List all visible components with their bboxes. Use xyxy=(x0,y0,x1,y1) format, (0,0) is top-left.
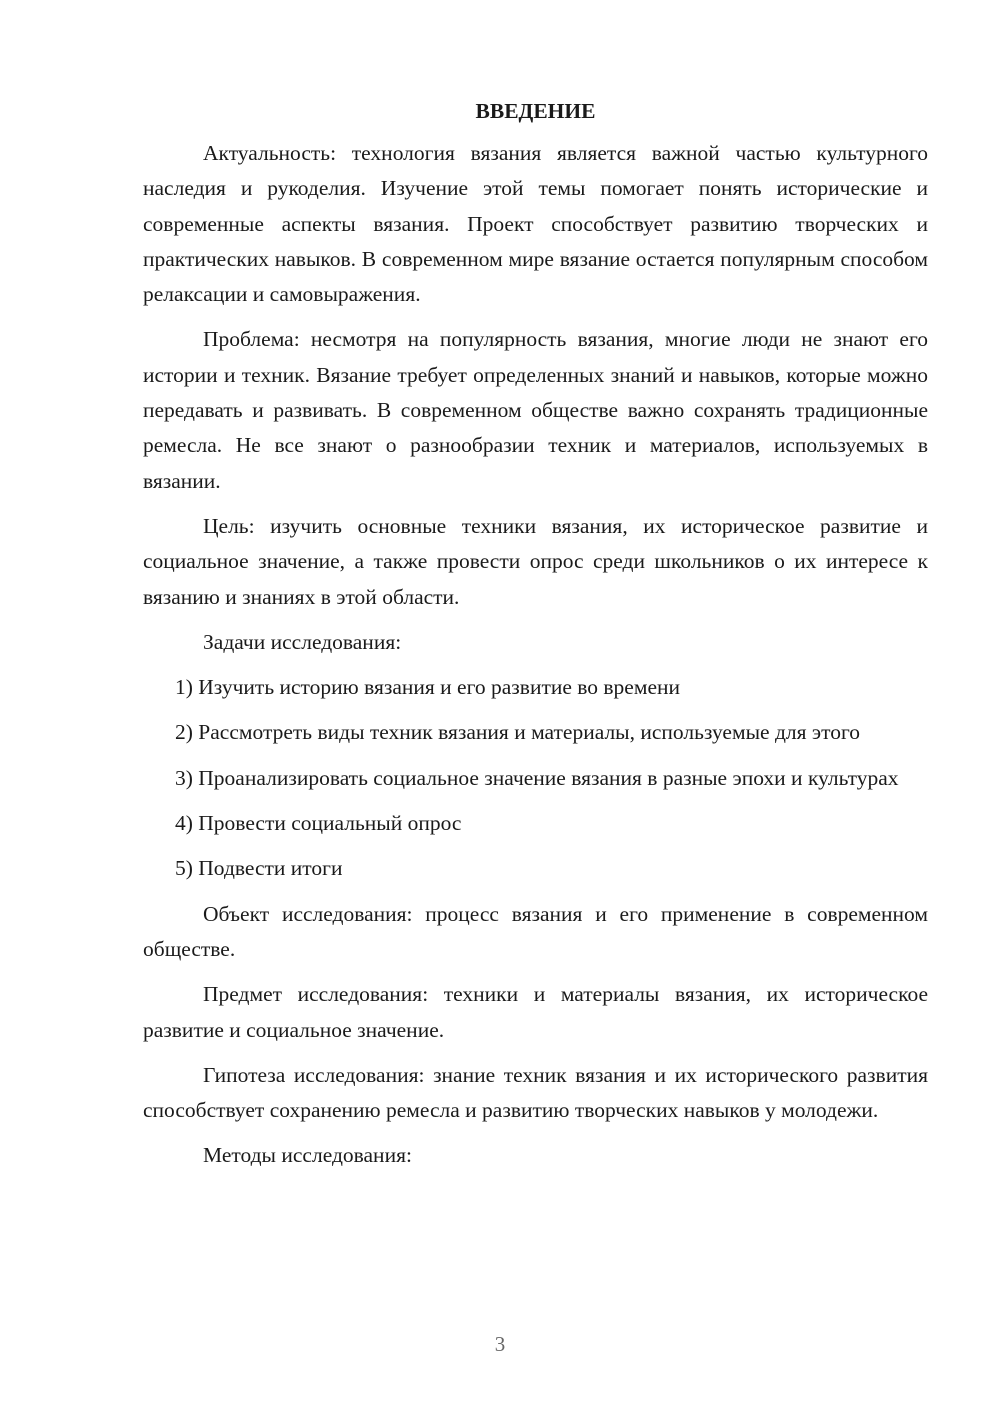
document-page xyxy=(143,96,928,1184)
page-title: ВВЕДЕНИЕ xyxy=(475,99,596,123)
methods-heading: Методы исследования: xyxy=(203,1143,412,1168)
paragraph-goal: Цель: изучить основные техники вязания, их историческое развитие и социальное значение, а также провести опрос среди школьников о их интересе к вязанию и знаниях в этой области. xyxy=(143,513,928,609)
task-item-5: 5) Подвести итоги xyxy=(175,856,343,881)
paragraph-object: Объект исследования: процесс вязания и его применение в современном обществе. xyxy=(143,901,928,961)
paragraph-subject: Предмет исследования: техники и материалы вязания, их историческое развитие и социальное значение. xyxy=(143,982,928,1042)
page-number: 3 xyxy=(494,1332,506,1356)
paragraph-relevance: Актуальность: технология вязания является важной частью культурного наследия и рукоделия. Изучение этой темы помогает понять исторические и современные аспекты вязания. Проект способствует развитию творческих и практических навыков. В современном мире вязание остается популярным способом релаксации и самовыражения. xyxy=(143,141,928,307)
paragraph-hypothesis: Гипотеза исследования: знание техник вязания и их исторического развития способствует сохранению ремесла и развитию творческих навыков у молодежи. xyxy=(143,1062,928,1123)
task-item-2: 2) Рассмотреть виды техник вязания и материалы, используемые для этого xyxy=(175,720,860,745)
tasks-heading: Задачи исследования: xyxy=(203,629,402,654)
task-item-4: 4) Провести социальный опрос xyxy=(175,811,462,836)
task-item-1: 1) Изучить историю вязания и его развитие во времени xyxy=(175,675,680,700)
task-item-3: 3) Проанализировать социальное значение вязания в разные эпохи и культурах xyxy=(175,765,899,790)
paragraph-problem: Проблема: несмотря на популярность вязания, многие люди не знают его истории и техник. Вязание требует определенных знаний и навыков, которые можно передавать и развивать. В современном обществе важно сохранять традиционные ремесла. Не все знают о разнообразии техник и материалов, используемых в вязании. xyxy=(143,327,928,493)
